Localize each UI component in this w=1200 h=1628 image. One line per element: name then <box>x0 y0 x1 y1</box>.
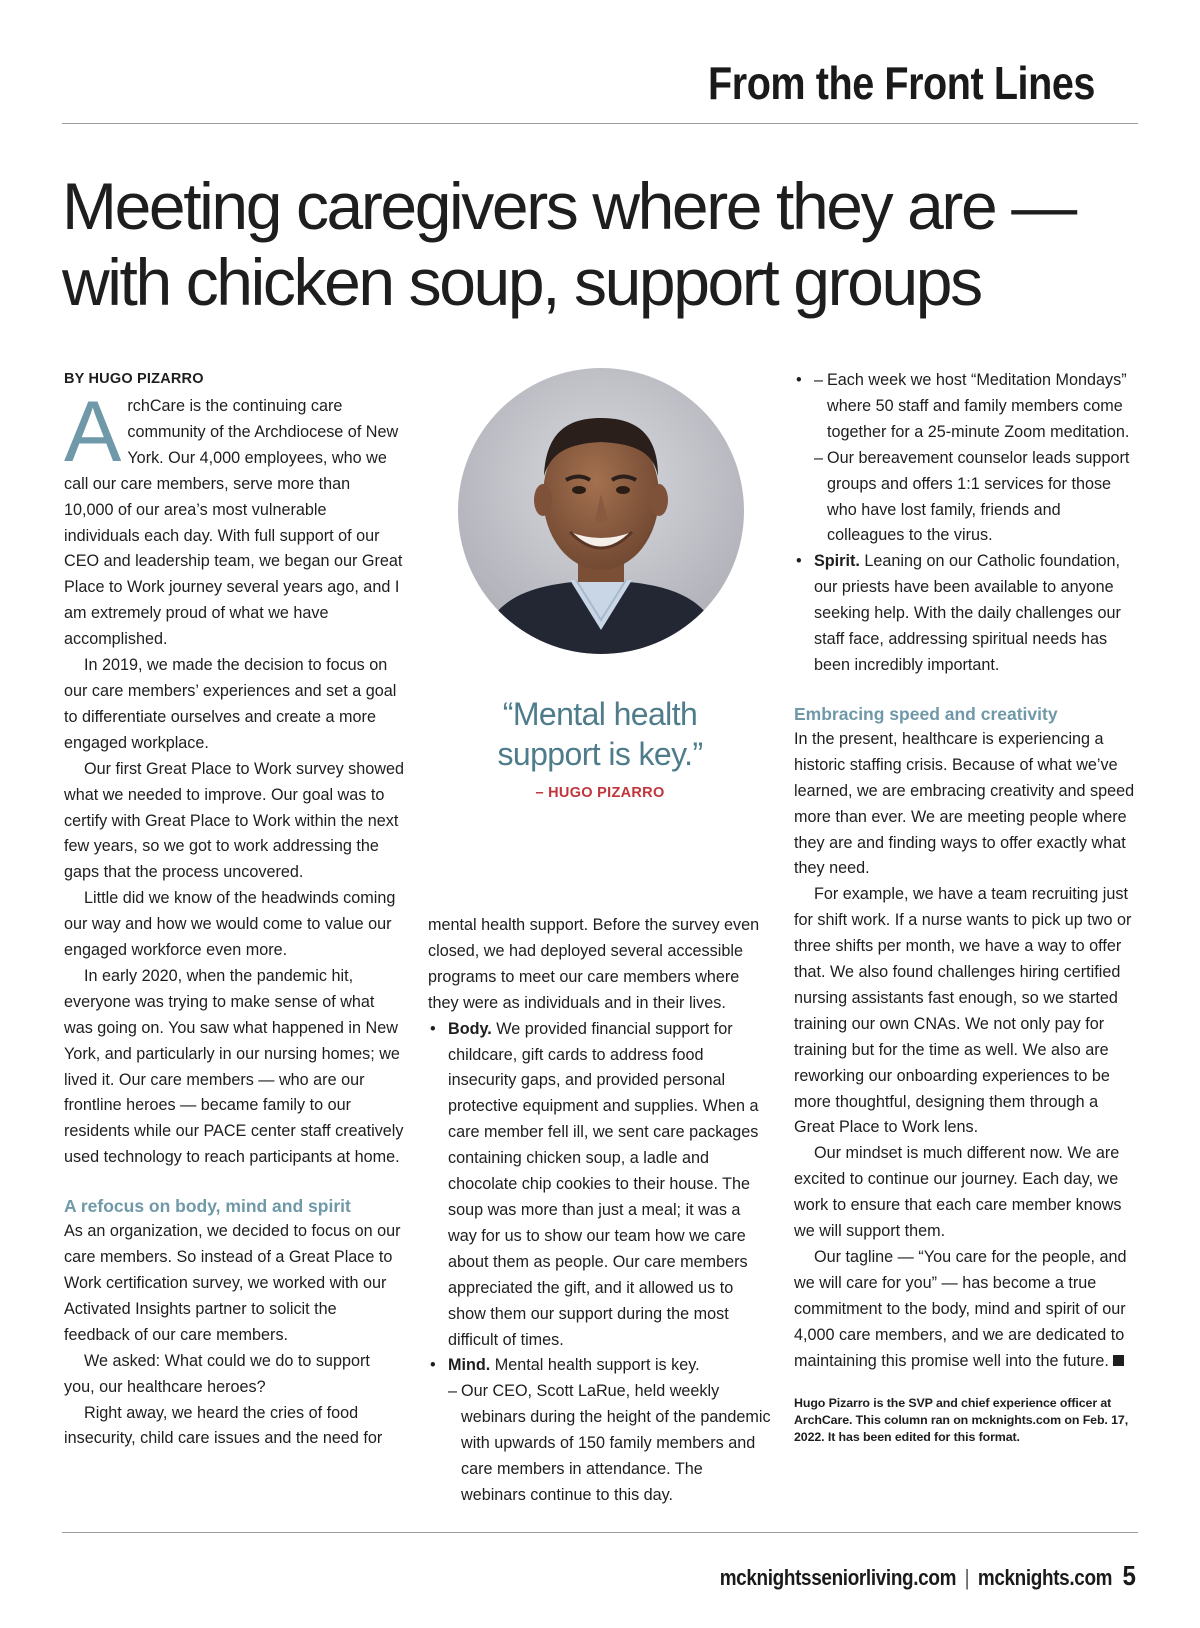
bullet-text-spirit: Leaning on our Catholic foundation, our priests have been available to anyone seeking help. With the daily challenges our staff face, addressing spiritual needs has been incredibly important. <box>814 552 1121 674</box>
bullet-label-mind: Mind. <box>448 1356 491 1375</box>
end-mark-icon <box>1113 1355 1124 1366</box>
body-paragraph: Little did we know of the headwinds coming our way and how we would come to value our engaged workforce even more. <box>64 889 396 960</box>
subhead-embracing: Embracing speed and creativity <box>794 703 1058 724</box>
footer-separator: | <box>965 1565 970 1590</box>
bullet-text-body: We provided financial support for childcare, gift cards to address food insecurity gaps, and provided personal protective equipment and supplies. When a care member fell ill, we sent care packages containing chicken soup, a ladle and chocolate chip cookies to their house. The soup was more than just a meal; it was a way for us to show our team how we care about them as people. Our care members appreciated the gift, and it allowed us to show them our support during the most difficult of times. <box>448 1019 759 1349</box>
mind-sublist <box>448 1379 772 1509</box>
bullet-text-mind: Mental health support is key. <box>490 1356 700 1375</box>
body-paragraph: We asked: What could we do to support you, our healthcare heroes? <box>64 1351 370 1396</box>
bottom-divider <box>62 1532 1138 1533</box>
body-paragraph: Our first Great Place to Work survey showed what we needed to improve. Our goal was to certify with Great Place to Work within the next few years, so we got to work addressing the gaps that the process uncovered. <box>64 759 404 882</box>
pull-quote <box>440 694 760 774</box>
list-item: – • Each week we host “Meditation Mondays” where 50 staff and family members come together for a 25-minute Zoom meditation. <box>814 368 1138 446</box>
column-1 <box>64 368 404 1452</box>
bullet-label-spirit: Spirit. <box>814 552 860 571</box>
body-paragraph: Right away, we heard the cries of food insecurity, child care issues and the need for <box>64 1403 383 1448</box>
column-3 <box>794 368 1138 1446</box>
body-paragraph: For example, we have a team recruiting just for shift work. If a nurse wants to pick up two or three shifts per month, we have a way to offer that. We also found challenges hiring certified nursing assistants fast enough, so we started training our own CNAs. We not only pay for training but for the time as well. We also are reworking our onboarding experiences to be more thoughtful, designing them through a Great Place to Work lens. <box>794 885 1132 1137</box>
body-paragraph: Our mindset is much different now. We are excited to continue our journey. Each day, we work to ensure that each care member knows we will support them. <box>794 1144 1122 1241</box>
body-paragraph: In the present, healthcare is experiencing a historic staffing crisis. Because of what we’ve learned, we are embracing creativity and speed more than ever. We are meeting people where they are and finding ways to offer exactly what they need. <box>794 729 1135 878</box>
author-portrait <box>458 368 744 654</box>
program-list <box>428 1017 772 1509</box>
author-bio: Hugo Pizarro is the SVP and chief experience officer at ArchCare. This column ran on mcknights.com on Feb. 17, 2022. It has been edited for this format. <box>794 1395 1129 1444</box>
body-paragraph: In 2019, we made the decision to focus on our care members’ experiences and set a goal to differentiate ourselves and create a more engaged workplace. <box>64 656 397 752</box>
column-2 <box>428 913 772 1509</box>
intro-paragraph <box>64 384 404 653</box>
list-item-body <box>428 1017 772 1354</box>
list-item: – Our bereavement counselor leads support groups and offers 1:1 services for those who have lost family, friends and colleagues to the virus. <box>814 446 1138 550</box>
program-list-continued <box>794 368 1138 679</box>
footer-site-1: mcknightsseniorliving.com <box>720 1565 957 1590</box>
headline-line-2: with chicken soup, support groups <box>62 245 981 319</box>
page-footer <box>720 1560 1136 1592</box>
pull-quote-line-1: “Mental health <box>502 696 698 732</box>
subhead-refocus: A refocus on body, mind and spirit <box>64 1196 351 1217</box>
body-paragraph <box>794 1245 1138 1375</box>
list-item-mind <box>428 1353 772 1508</box>
article-headline <box>62 168 1152 320</box>
list-item: – Our CEO, Scott LaRue, held weekly webinars during the height of the pandemic with upwards of 150 family members and care members in attendance. The webinars continue to this day. <box>448 1379 772 1509</box>
list-item-mind-continued <box>794 368 1138 549</box>
closing-text: Our tagline — “You care for the people, and we will care for you” — has become a true commitment to the body, mind and spirit of our 4,000 care members, and we are dedicated to maintaining this promise well into the future. <box>794 1248 1127 1370</box>
body-paragraph: In early 2020, when the pandemic hit, everyone was trying to make sense of what was going on. You saw what happened in New York, and particularly in our nursing homes; we lived it. Our care members — who are our frontline heroes — became family to our residents while our PACE center staff creatively used technology to reach participants at home. <box>64 966 404 1167</box>
body-paragraph: As an organization, we decided to focus on our care members. So instead of a Great Place to Work certification survey, we worked with our Activated Insights partner to solicit the feedback of our care members. <box>64 1222 401 1344</box>
pull-quote-attribution: – HUGO PIZARRO <box>535 785 665 801</box>
intro-text: rchCare is the continuing care community of the Archdiocese of New York. Our 4,000 employees, who we call our care members, serve more than 10,000 of our area’s most vulnerable individuals each day. With full support of our CEO and leadership team, we began our Great Place to Work journey several years ago, and I am extremely proud of what we have accomplished. <box>64 397 403 649</box>
bullet-label-body: Body. <box>448 1019 492 1038</box>
list-item-spirit <box>794 549 1138 679</box>
section-title: From the Front Lines <box>708 57 1095 109</box>
pull-quote-line-2: support is key.” <box>497 736 703 772</box>
footer-site-2: mcknights.com <box>978 1565 1113 1590</box>
headline-line-1: Meeting caregivers where they are — <box>62 169 1075 243</box>
body-paragraph: mental health support. Before the survey even closed, we had deployed several accessible programs to meet our care members where they were as individuals and in their lives. <box>428 916 760 1012</box>
top-divider <box>62 123 1138 124</box>
drop-cap: A <box>64 384 122 480</box>
byline: BY HUGO PIZARRO <box>64 371 204 387</box>
page-number: 5 <box>1122 1560 1136 1591</box>
mind-sublist-continued <box>814 368 1138 549</box>
